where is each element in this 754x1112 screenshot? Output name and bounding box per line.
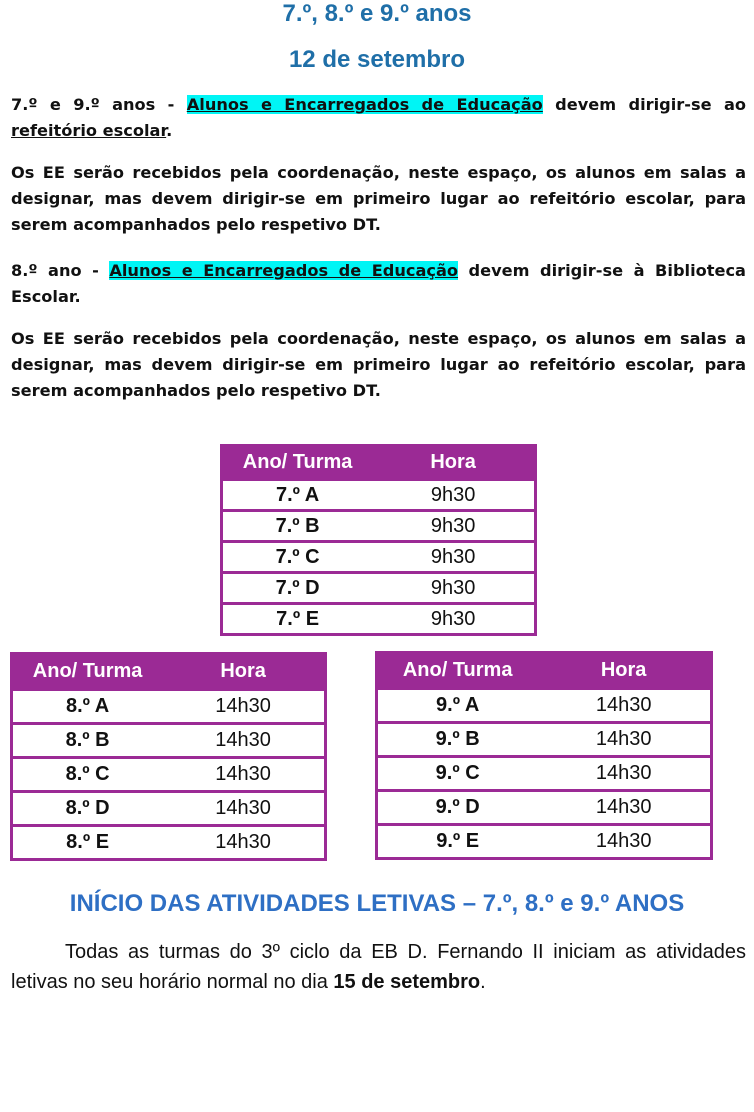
hora-cell: 9h30 bbox=[372, 542, 535, 573]
hora-cell: 9h30 bbox=[372, 480, 535, 511]
table-row bbox=[12, 724, 326, 758]
hora-cell: 14h30 bbox=[162, 758, 325, 792]
hora-cell: 14h30 bbox=[162, 792, 325, 826]
header-hora: Hora bbox=[162, 654, 325, 690]
table-row bbox=[222, 542, 536, 573]
hora-cell: 9h30 bbox=[372, 511, 535, 542]
section-paragraph bbox=[11, 937, 746, 997]
hora-cell: 14h30 bbox=[537, 757, 711, 791]
header-hora: Hora bbox=[372, 446, 535, 480]
paragraph-7-9-details: Os EE serão recebidos pela coordenação, neste espaço, os alunos em salas a designar, mas devem dirigir-se em primeiro lugar ao refeitório escolar, para serem acompanhados pelo respetivo DT. bbox=[11, 163, 746, 234]
date-title: 12 de setembro bbox=[288, 46, 466, 73]
section-title: INÍCIO DAS ATIVIDADES LETIVAS – 7.º, 8.º e 9.º ANOS bbox=[69, 890, 685, 917]
para1-place: refeitório escolar bbox=[11, 121, 167, 140]
turma-cell: 9.º A bbox=[377, 689, 538, 723]
hora-cell: 14h30 bbox=[537, 791, 711, 825]
turma-cell: 8.º C bbox=[12, 758, 163, 792]
table-row bbox=[377, 723, 712, 757]
years-title: 7.º, 8.º e 9.º anos bbox=[282, 0, 472, 27]
paragraph-8-details: Os EE serão recebidos pela coordenação, neste espaço, os alunos em salas a designar, mas devem dirigir-se em primeiro lugar ao refeitório escolar, para serem acompanhados pelo respetivo DT. bbox=[11, 329, 746, 400]
hora-cell: 14h30 bbox=[537, 723, 711, 757]
hora-cell: 14h30 bbox=[162, 724, 325, 758]
turma-cell: 8.º E bbox=[12, 826, 163, 860]
para3-highlight: Alunos e Encarregados de Educação bbox=[109, 261, 459, 280]
table-row bbox=[12, 690, 326, 724]
turma-cell: 8.º B bbox=[12, 724, 163, 758]
table-row bbox=[222, 604, 536, 635]
table-row bbox=[12, 792, 326, 826]
hora-cell: 9h30 bbox=[372, 573, 535, 604]
table-row bbox=[222, 511, 536, 542]
turma-cell: 9.º D bbox=[377, 791, 538, 825]
table-row bbox=[377, 791, 712, 825]
hora-cell: 14h30 bbox=[162, 690, 325, 724]
section-text-lead: Todas as turmas do 3º ciclo da EB D. Fernando II iniciam as atividades letivas no seu horário normal no dia bbox=[11, 941, 746, 993]
hora-cell: 9h30 bbox=[372, 604, 535, 635]
turma-cell: 7.º C bbox=[222, 542, 373, 573]
para3-rest: devem dirigir-se à Biblioteca Escolar. bbox=[11, 261, 746, 306]
schedule-table-9 bbox=[375, 651, 713, 860]
turma-cell: 7.º E bbox=[222, 604, 373, 635]
turma-cell: 9.º B bbox=[377, 723, 538, 757]
table-row bbox=[12, 826, 326, 860]
header-hora: Hora bbox=[537, 653, 711, 689]
turma-cell: 7.º A bbox=[222, 480, 373, 511]
turma-cell: 8.º D bbox=[12, 792, 163, 826]
turma-cell: 9.º E bbox=[377, 825, 538, 859]
turma-cell: 8.º A bbox=[12, 690, 163, 724]
para1-middle: devem dirigir-se ao bbox=[542, 95, 746, 114]
section-text-date: 15 de setembro bbox=[333, 971, 481, 993]
header-ano-turma: Ano/ Turma bbox=[377, 653, 538, 689]
header-ano-turma: Ano/ Turma bbox=[12, 654, 163, 690]
schedule-table-7 bbox=[220, 444, 537, 636]
hora-cell: 14h30 bbox=[537, 825, 711, 859]
turma-cell: 9.º C bbox=[377, 757, 538, 791]
hora-cell: 14h30 bbox=[162, 826, 325, 860]
paragraph-7-9-location bbox=[11, 92, 746, 144]
table-row bbox=[377, 825, 712, 859]
table-row bbox=[222, 573, 536, 604]
para1-highlight: Alunos e Encarregados de Educação bbox=[186, 95, 543, 114]
schedule-table-8 bbox=[10, 652, 327, 861]
para1-end: . bbox=[166, 121, 173, 140]
hora-cell: 14h30 bbox=[537, 689, 711, 723]
table-row bbox=[377, 689, 712, 723]
turma-cell: 7.º B bbox=[222, 511, 373, 542]
turma-cell: 7.º D bbox=[222, 573, 373, 604]
header-ano-turma: Ano/ Turma bbox=[222, 446, 373, 480]
para1-lead: 7.º e 9.º anos - bbox=[11, 95, 187, 114]
paragraph-8-location bbox=[11, 258, 746, 310]
table-row bbox=[222, 480, 536, 511]
para3-lead: 8.º ano - bbox=[11, 261, 110, 280]
table-row bbox=[12, 758, 326, 792]
section-text-end: . bbox=[480, 971, 486, 993]
table-row bbox=[377, 757, 712, 791]
